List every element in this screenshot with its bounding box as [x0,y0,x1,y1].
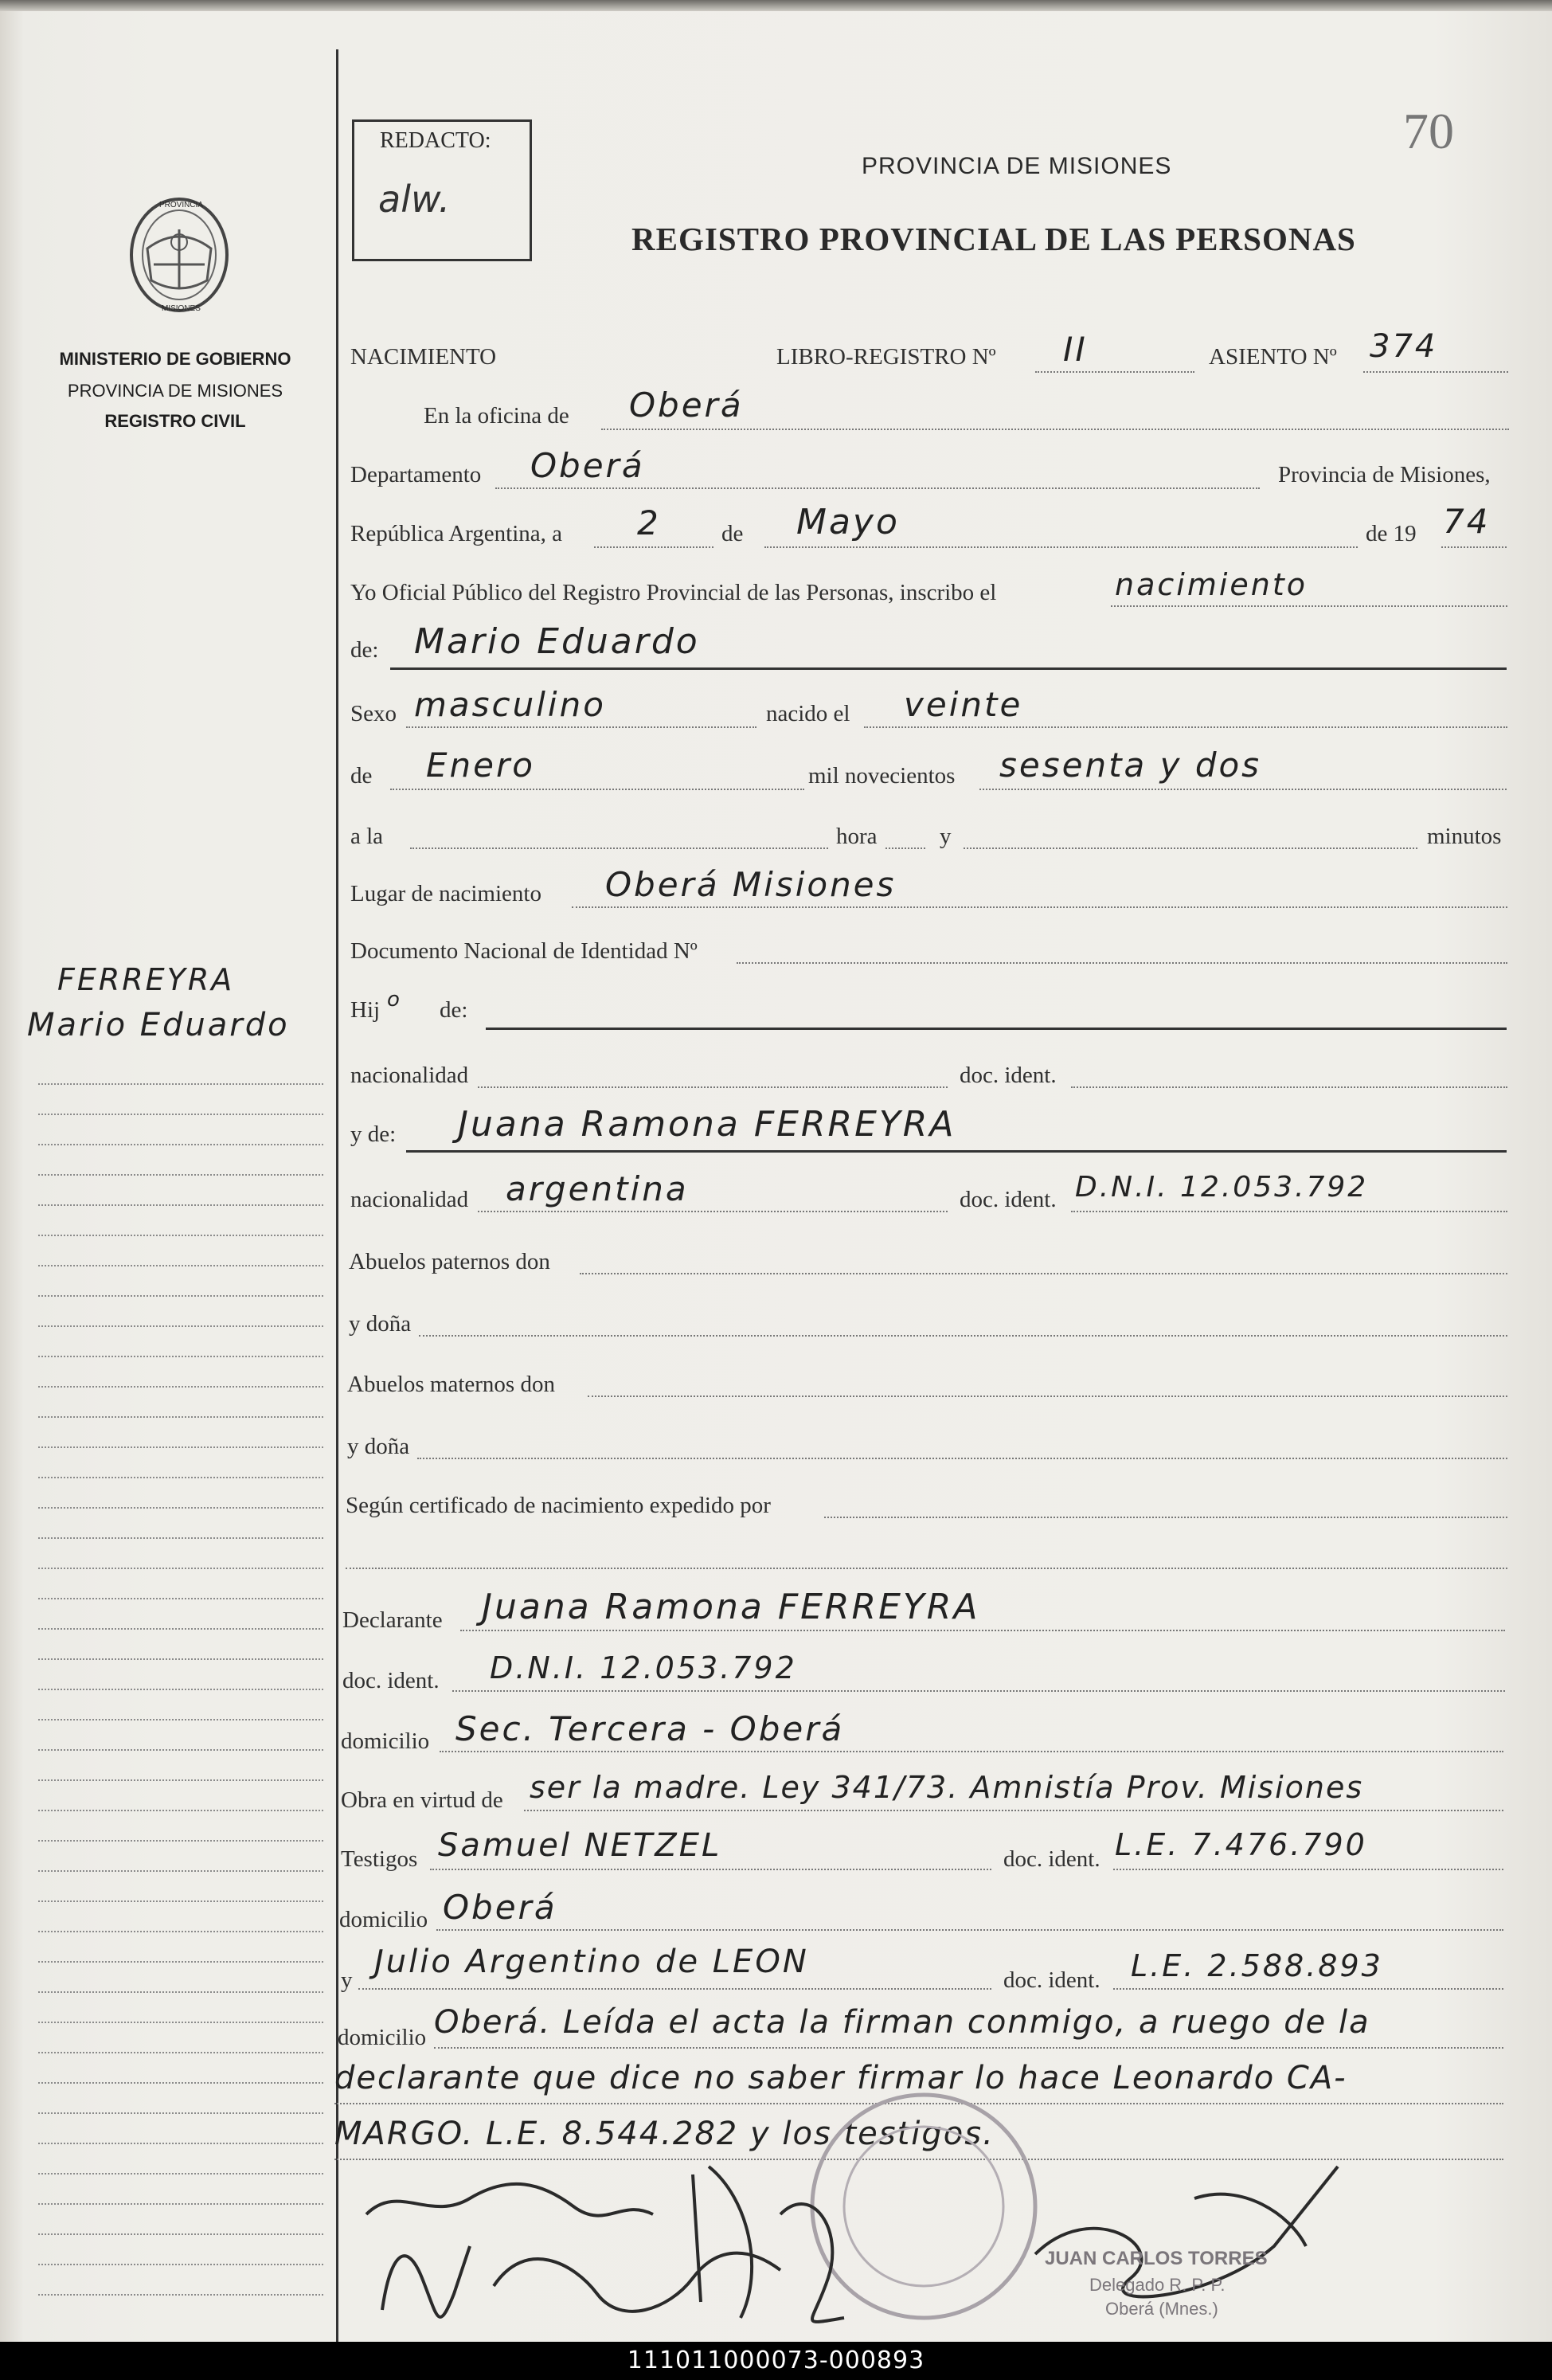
minutos-line [964,847,1417,849]
segun-label: Según certificado de nacimiento expedido por [346,1493,771,1518]
abuelos-maternos-label: Abuelos maternos don [347,1372,555,1397]
inscribe-line [1111,605,1507,607]
minutos-label: minutos [1427,824,1502,849]
margin-rule-line [38,1628,323,1630]
side-province: PROVINCIA DE MISIONES [67,381,283,401]
doc-ident-label-3: doc. ident. [342,1668,440,1693]
segun-line-1 [824,1517,1507,1518]
registry-heading: REGISTRO PROVINCIAL DE LAS PERSONAS [631,221,1356,257]
margin-rule-line [38,2052,323,2053]
domicilio-line-2 [436,1929,1503,1931]
seal-top-text: PROVINCIA [159,201,204,209]
mother-nationality-value: argentina [506,1169,689,1208]
margin-rule-line [38,1870,323,1872]
a-la-label: a la [350,824,384,849]
doc-ident-label-5: doc. ident. [1003,1967,1100,1993]
de-label-1: de [721,521,744,546]
margin-rule-line [38,2233,323,2235]
departamento-line [495,487,1260,489]
margin-rule-line [38,1689,323,1690]
abuelos-paternos-line [580,1273,1507,1274]
margin-rule-line [38,1083,323,1085]
civil-registry-heading: REGISTRO CIVIL [104,411,246,431]
hora-label: hora [836,824,878,849]
margin-rule-line [38,1810,323,1811]
domicilio-label-2: domicilio [339,1907,428,1932]
margin-rule-line [38,1900,323,1902]
nacionalidad-label-1: nacionalidad [350,1063,469,1088]
mes-nac-value: Enero [426,746,535,785]
hij-de-label: de: [440,997,468,1023]
obra-line [524,1810,1503,1811]
oficina-label: En la oficina de [424,403,569,429]
mes-nac-line [390,789,804,790]
nacido-label: nacido el [766,701,850,726]
mil-novecientos-label: mil novecientos [808,763,956,789]
mother-underline [406,1150,1507,1153]
declarante-doc-value: D.N.I. 12.053.792 [490,1650,797,1685]
doc-ident-label-4: doc. ident. [1003,1846,1100,1872]
de-name-label: de: [350,637,379,663]
notes-line-3: MARGO. L.E. 8.544.282 y los testigos. [334,2116,995,2152]
domicilio-label-1: domicilio [341,1728,430,1754]
mother-name-value: Juana Ramona FERREYRA [458,1104,956,1145]
y-dona-line-2 [417,1458,1507,1459]
stamp-name: JUAN CARLOS TORRES [1045,2248,1268,2269]
testigo2-line [358,1988,991,1990]
margin-rule-line [38,1568,323,1569]
nacionalidad-label-2: nacionalidad [350,1187,469,1212]
margin-rule-line [38,2203,323,2205]
seal-bottom-text: MISIONES [162,304,201,313]
redacto-label: REDACTO: [380,128,491,153]
margin-rule-line [38,1598,323,1599]
margin-rule-line [38,1658,323,1660]
nacionalidad-line-1 [478,1086,948,1088]
margin-rule-line [38,1477,323,1478]
republica-label: República Argentina, a [350,521,563,546]
lugar-value: Oberá Misiones [605,865,897,904]
margin-rule-line [38,1719,323,1720]
margin-rule-line [38,1537,323,1539]
declarante-line [460,1630,1505,1631]
nacido-value: veinte [904,685,1023,724]
nacido-line [864,726,1507,728]
sexo-line [406,726,756,728]
y-dona-label-1: y doña [349,1311,412,1337]
dia-value: 2 [637,503,661,542]
nacimiento-label: NACIMIENTO [350,344,497,370]
margin-rule-line [38,1235,323,1236]
y-de-label: y de: [350,1121,397,1147]
libro-value: II [1063,330,1088,369]
margin-rule-line [38,1204,323,1206]
domicilio-line-1 [440,1751,1503,1752]
asiento-label: ASIENTO Nº [1209,344,1337,370]
margin-rule [336,49,338,2342]
margin-rule-line [38,2112,323,2114]
dni-label: Documento Nacional de Identidad Nº [350,938,698,964]
declarante-value: Juana Ramona FERREYRA [482,1587,980,1627]
departamento-value: Oberá [530,446,645,485]
margin-rule-line [38,1174,323,1176]
signatures [334,2151,1497,2342]
margin-rule-line [38,1749,323,1751]
margin-rule-line [38,2143,323,2144]
child-name-value: Mario Eduardo [414,621,700,662]
inscribe-label: Yo Oficial Público del Registro Provincial de las Personas, inscribo el [350,580,997,605]
sexo-value: masculino [414,685,606,724]
anio-line [1441,546,1507,548]
margin-rule-line [38,1325,323,1327]
anio-nac-line [979,789,1507,790]
testigo1-value: Samuel NETZEL [438,1827,722,1864]
coat-of-arms-seal [123,193,235,320]
asiento-line [1363,371,1508,373]
margin-rule-line [38,1931,323,1932]
hora-line [885,847,925,849]
abuelos-paternos-label: Abuelos paternos don [349,1249,550,1274]
margin-rule-line [38,1416,323,1418]
name-underline [390,667,1507,670]
testigo1-address-value: Oberá [443,1888,557,1927]
anio-nac-value: sesenta y dos [999,746,1262,785]
margin-rule-line [38,1961,323,1963]
margin-rule-line [38,1356,323,1357]
inscribe-value: nacimiento [1115,567,1308,602]
asiento-value: 374 [1370,328,1438,365]
margin-rule-line [38,1779,323,1781]
stamp-place: Oberá (Mnes.) [1105,2299,1218,2319]
redacto-initials: alw. [378,178,451,221]
oficina-value: Oberá [629,386,744,425]
a-la-line [410,847,828,849]
margin-rule-line [38,2294,323,2296]
redacto-box [352,119,532,261]
domicilio-label-3: domicilio [338,2025,427,2050]
libro-line [1035,371,1194,373]
father-underline [486,1028,1507,1030]
testigos-label: Testigos [341,1846,418,1872]
page-top-edge [0,0,1552,11]
y-dona-line-1 [419,1335,1507,1337]
testigo1-doc-value: L.E. 7.476.790 [1115,1827,1367,1862]
declarante-address-value: Sec. Tercera - Oberá [455,1709,845,1748]
obra-label: Obra en virtud de [341,1787,503,1813]
testigo2-value: Julio Argentino de LEON [374,1944,809,1980]
marginal-names: Mario Eduardo [27,1007,290,1043]
mother-doc-value: D.N.I. 12.053.792 [1075,1171,1369,1204]
doc-ident-line-5 [1113,1988,1503,1990]
mes-line [764,546,1358,548]
page-number: 70 [1403,103,1454,159]
y-dona-label-2: y doña [347,1434,410,1459]
testigo1-line [430,1869,991,1870]
margin-rule-line [38,2082,323,2084]
margin-rule-line [38,2022,323,2023]
notes-line-1: Oberá. Leída el acta la firman conmigo, a ruego de la [434,2004,1370,2041]
anio-value: 74 [1443,502,1491,541]
margin-rule-line [38,1265,323,1266]
doc-ident-line-2 [1071,1211,1507,1212]
dia-line [594,546,713,548]
notes-line-2: declarante que dice no saber firmar lo hace Leonardo CA- [334,2060,1347,2096]
doc-ident-line-4 [1113,1869,1503,1870]
doc-ident-label-2: doc. ident. [960,1187,1057,1212]
margin-rule-line [38,2264,323,2265]
margin-rule-line [38,1991,323,1993]
doc-ident-label-1: doc. ident. [960,1063,1057,1088]
lugar-line [572,906,1507,908]
sexo-label: Sexo [350,701,397,726]
y-label: y [940,824,952,849]
margin-rule-line [38,1144,323,1145]
margin-rule-line [38,1386,323,1388]
margin-rule-line [38,1840,323,1842]
segun-line-2 [346,1568,1507,1569]
y-label-2: y [341,1967,353,1993]
provincia-misiones-label: Provincia de Misiones, [1278,462,1491,487]
dni-line [737,962,1507,964]
margin-rule-line [38,1446,323,1448]
hij-suffix: o [387,988,402,1012]
ministry-heading: MINISTERIO DE GOBIERNO [59,349,291,369]
mes-value: Mayo [796,502,900,542]
margin-rule-line [38,1295,323,1297]
nacionalidad-line-2 [478,1211,948,1212]
abuelos-maternos-line [588,1396,1507,1397]
departamento-label: Departamento [350,462,482,487]
oficina-line [601,429,1509,430]
obra-value: ser la madre. Ley 341/73. Amnistía Prov. Misiones [530,1770,1364,1805]
lugar-label: Lugar de nacimiento [350,881,541,906]
marginal-surname: FERREYRA [57,962,235,997]
de-19-label: de 19 [1366,521,1417,546]
doc-ident-line-3 [452,1690,1505,1692]
declarante-label: Declarante [342,1607,443,1633]
province-heading: PROVINCIA DE MISIONES [862,153,1172,179]
footer-document-id: 111011000073-000893 [0,2342,1552,2380]
margin-rule-line [38,2173,323,2174]
doc-ident-line-1 [1071,1086,1507,1088]
hij-label: Hij [350,997,381,1023]
testigo2-doc-value: L.E. 2.588.893 [1131,1948,1383,1983]
stamp-title: Delegado R. P. P. [1089,2275,1226,2295]
notes-line-1-rule [434,2047,1503,2049]
de-label-2: de [350,763,373,789]
libro-label: LIBRO-REGISTRO Nº [776,344,996,370]
margin-rule-line [38,1114,323,1115]
margin-rule-line [38,1507,323,1509]
